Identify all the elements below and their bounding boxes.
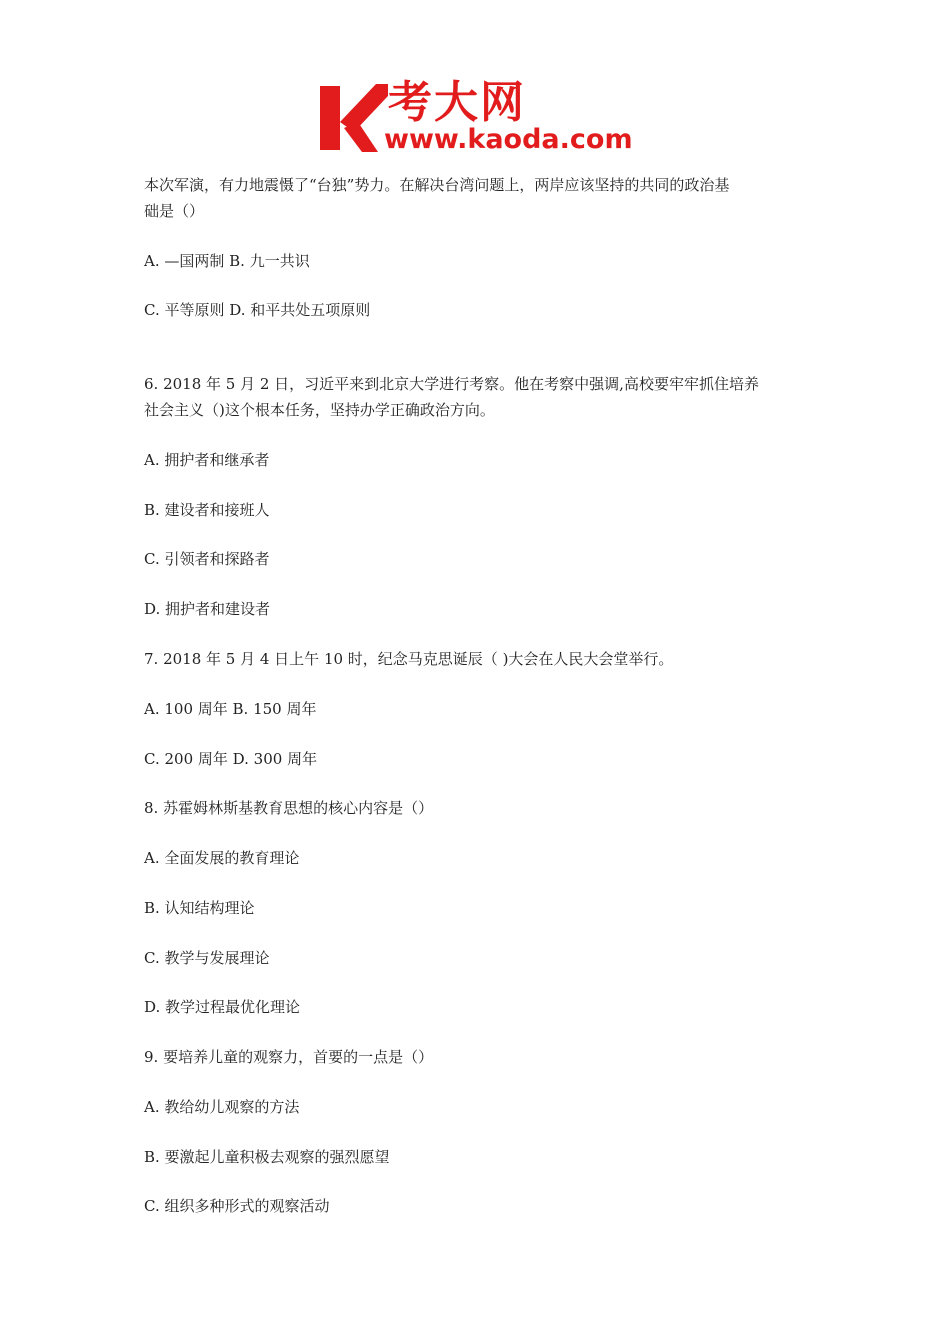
answer-option: D. 教学过程最优化理论 (144, 998, 301, 1016)
logo-url-text: www.kaoda.com (384, 124, 633, 155)
answer-option: A. 教给幼儿观察的方法 (144, 1098, 300, 1116)
question-stem: 础是（） (144, 202, 205, 220)
answer-option: A. 全面发展的教育理论 (144, 849, 300, 867)
answer-option: D. 拥护者和建设者 (144, 600, 271, 618)
answer-option: A. 拥护者和继承者 (144, 451, 270, 469)
kaoda-logo (318, 78, 638, 160)
answer-option: A. 100 周年 B. 150 周年 (144, 700, 317, 718)
question-stem: 8. 苏霍姆林斯基教育思想的核心内容是（） (144, 799, 434, 817)
answer-option: C. 教学与发展理论 (144, 949, 270, 967)
question-stem: 7. 2018 年 5 月 4 日上午 10 时，纪念马克思诞辰（ )大会在人民大会堂举行。 (144, 650, 674, 668)
question-stem: 本次军演，有力地震慑了“台独”势力。在解决台湾问题上，两岸应该坚持的共同的政治基 (144, 176, 730, 194)
answer-option: C. 200 周年 D. 300 周年 (144, 750, 318, 768)
question-stem: 9. 要培养儿童的观察力，首要的一点是（） (144, 1048, 434, 1066)
question-stem: 社会主义（)这个根本任务，坚持办学正确政治方向。 (144, 401, 495, 419)
answer-option: C. 引领者和探路者 (144, 550, 270, 568)
question-stem: 6. 2018 年 5 月 2 日，习近平来到北京大学进行考察。他在考察中强调,高校要牢牢抓住培养 (144, 375, 759, 393)
answer-option: B. 建设者和接班人 (144, 501, 270, 519)
answer-option: C. 组织多种形式的观察活动 (144, 1197, 330, 1215)
answer-option: C. 平等原则 D. 和平共处五项原则 (144, 301, 371, 319)
answer-option: B. 认知结构理论 (144, 899, 255, 917)
answer-option: B. 要激起儿童积极去观察的强烈愿望 (144, 1148, 390, 1166)
logo-k-mark (318, 82, 388, 154)
answer-option: A. —国两制 B. 九一共识 (144, 252, 310, 270)
logo-chinese-text: 考大网 (388, 77, 526, 128)
